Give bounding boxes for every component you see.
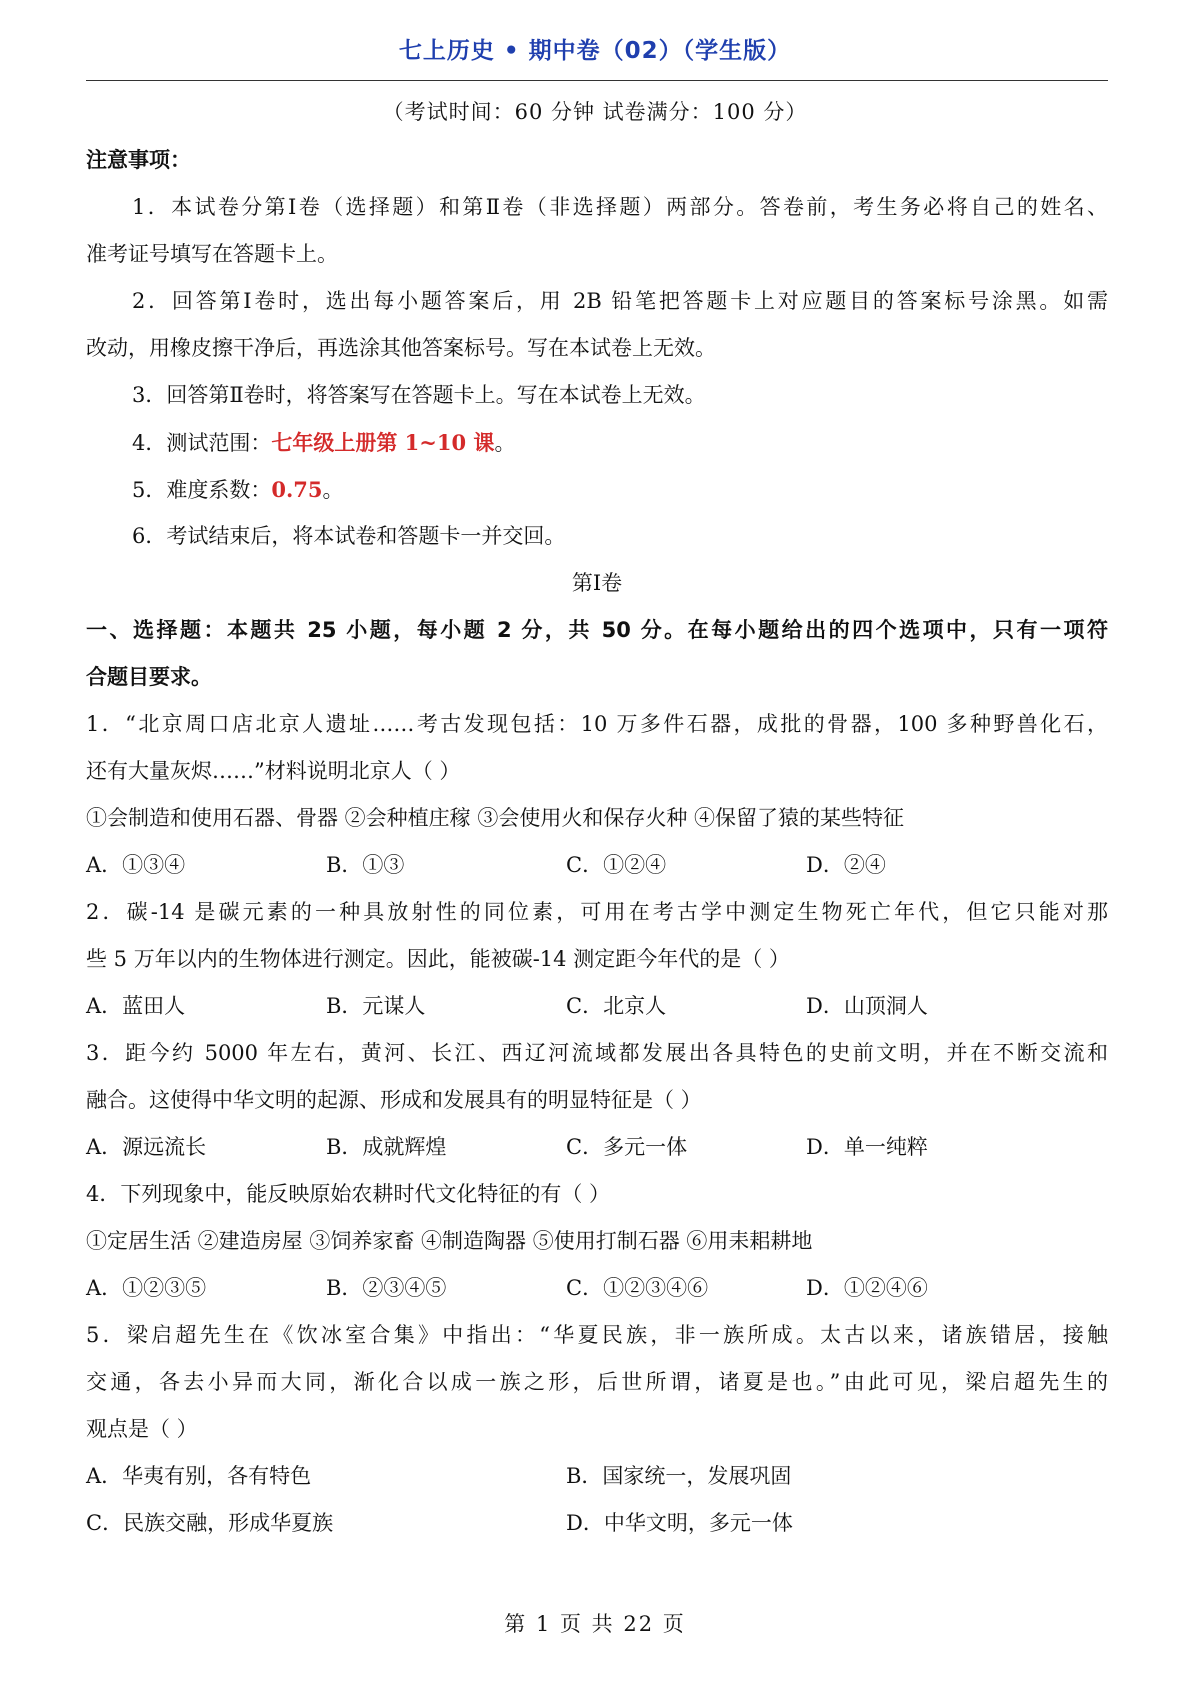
question-2-options xyxy=(86,983,1108,1030)
notice-item-5-end: 。 xyxy=(322,478,344,502)
option-d: D．单一纯粹 xyxy=(806,1135,928,1159)
exam-content xyxy=(86,137,1108,1547)
option-b: B．②③④⑤ xyxy=(326,1276,447,1300)
option-d: D．②④ xyxy=(806,853,886,877)
notice-heading: 注意事项： xyxy=(86,148,191,172)
option-a: A．蓝田人 xyxy=(86,994,186,1018)
page-number: 第 1 页 共 22 页 xyxy=(504,1612,686,1636)
option-c: C．北京人 xyxy=(566,994,667,1018)
section-heading: 一、选择题：本题共 25 小题，每小题 2 分，共 50 分。在每小题给出的四个选项中，只有一项符 xyxy=(86,618,1108,642)
exam-info: （考试时间：60 分钟 试卷满分：100 分） xyxy=(382,100,808,124)
notice-item-4-end: 。 xyxy=(494,431,516,455)
notice-item-2-cont: 改动，用橡皮擦干净后，再选涂其他答案标号。写在本试卷上无效。 xyxy=(86,336,716,360)
notice-item-1-cont: 准考证号填写在答题卡上。 xyxy=(86,242,338,266)
option-a: A．华夷有别，各有特色 xyxy=(86,1464,312,1488)
question-2-stem-cont: 些 5 万年以内的生物体进行测定。因此，能被碳-14 测定距今年代的是（ ） xyxy=(86,947,790,971)
notice-item-4 xyxy=(86,419,1108,466)
question-2-stem: 2．碳-14 是碳元素的一种具放射性的同位素，可用在考古学中测定生物死亡年代，但它只能对那 xyxy=(86,900,1108,924)
question-5-options-row-2 xyxy=(86,1500,1108,1547)
notice-item-4-label: 4．测试范围： xyxy=(132,431,272,455)
option-b: B．①③ xyxy=(326,853,405,877)
option-c: C．多元一体 xyxy=(566,1135,688,1159)
notice-item-2: 2．回答第Ⅰ卷时，选出每小题答案后，用 2B 铅笔把答题卡上对应题目的答案标号涂黑。如需 xyxy=(132,289,1108,313)
question-5-stem: 5．梁启超先生在《饮冰室合集》中指出：“华夏民族，非一族所成。太古以来，诸族错居，接触 xyxy=(86,1323,1108,1347)
option-b: B．元谋人 xyxy=(326,994,426,1018)
section-heading-cont: 合题目要求。 xyxy=(86,665,212,689)
question-5-stem-cont: 交通，各去小异而大同，渐化合以成一族之形，后世所谓，诸夏是也。”由此可见，梁启超先生的 xyxy=(86,1370,1108,1394)
question-1-statements: ①会制造和使用石器、骨器 ②会种植庄稼 ③会使用火和保存火种 ④保留了猿的某些特征 xyxy=(86,806,905,830)
title-divider xyxy=(86,80,1108,81)
notice-item-5 xyxy=(86,466,1108,513)
notice-item-3: 3．回答第Ⅱ卷时，将答案写在答题卡上。写在本试卷上无效。 xyxy=(132,383,706,407)
notice-item-1: 1．本试卷分第Ⅰ卷（选择题）和第Ⅱ卷（非选择题）两部分。答卷前，考生务必将自己的姓名、 xyxy=(132,195,1108,219)
option-b: B．国家统一，发展巩固 xyxy=(566,1464,792,1488)
test-scope-highlight: 七年级上册第 1~10 课 xyxy=(271,430,495,455)
question-1-options xyxy=(86,842,1108,889)
question-5-stem-end: 观点是（ ） xyxy=(86,1417,198,1441)
page-title: 七上历史 • 期中卷（02）（学生版） xyxy=(398,38,792,64)
option-d: D．中华文明，多元一体 xyxy=(566,1511,793,1535)
difficulty-highlight: 0.75 xyxy=(271,477,323,502)
question-3-stem: 3．距今约 5000 年左右，黄河、长江、西辽河流域都发展出各具特色的史前文明，并在不断交流和 xyxy=(86,1041,1108,1065)
option-a: A．①③④ xyxy=(86,853,186,877)
option-c: C．①②③④⑥ xyxy=(566,1276,709,1300)
option-b: B．成就辉煌 xyxy=(326,1135,447,1159)
option-a: A．①②③⑤ xyxy=(86,1276,207,1300)
question-5-options-row-1 xyxy=(86,1453,1108,1500)
volume-label: 第Ⅰ卷 xyxy=(571,571,623,595)
option-c: C．①②④ xyxy=(566,853,667,877)
question-1-stem: 1．“北京周口店北京人遗址……考古发现包括：10 万多件石器，成批的骨器，100 多种野兽化石， xyxy=(86,712,1108,736)
option-c: C．民族交融，形成华夏族 xyxy=(86,1511,334,1535)
option-a: A．源远流长 xyxy=(86,1135,207,1159)
question-3-stem-cont: 融合。这使得中华文明的起源、形成和发展具有的明显特征是（ ） xyxy=(86,1088,702,1112)
option-d: D．①②④⑥ xyxy=(806,1276,928,1300)
notice-item-6: 6．考试结束后，将本试卷和答题卡一并交回。 xyxy=(132,524,566,548)
question-1-stem-cont: 还有大量灰烬……”材料说明北京人（ ） xyxy=(86,759,461,783)
question-4-options xyxy=(86,1265,1108,1312)
question-4-statements: ①定居生活 ②建造房屋 ③饲养家畜 ④制造陶器 ⑤使用打制石器 ⑥用耒耜耕地 xyxy=(86,1229,813,1253)
question-4-stem: 4．下列现象中，能反映原始农耕时代文化特征的有（ ） xyxy=(86,1182,611,1206)
option-d: D．山顶洞人 xyxy=(806,994,928,1018)
question-3-options xyxy=(86,1124,1108,1171)
notice-item-5-label: 5．难度系数： xyxy=(132,478,272,502)
